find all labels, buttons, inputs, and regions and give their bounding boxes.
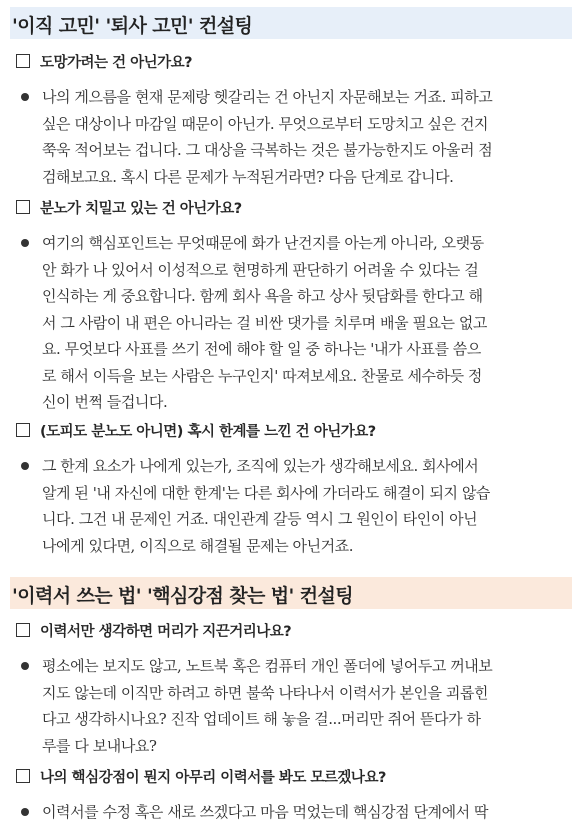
answer-limit bbox=[42, 453, 576, 559]
question-text: 이력서만 생각하면 머리가 지끈거리나요? bbox=[40, 623, 292, 640]
question-escape bbox=[16, 50, 572, 72]
answer-line: 알게 된 '내 자신에 대한 한계'는 다른 회사에 가더라도 해결이 되지 않습 bbox=[42, 483, 490, 502]
section-title-job-change: '이직 고민' '퇴사 고민' 컨설팅 bbox=[10, 7, 572, 39]
answer-line: 다고 생각하시나요? 진작 업데이트 해 놓을 걸...머리만 쥐어 뜯다가 하 bbox=[42, 710, 481, 728]
answer-line: 이력서를 수정 혹은 새로 쓰겠다고 마음 먹었는데 핵심강점 단계에서 딱 bbox=[42, 803, 489, 821]
answer-anger bbox=[42, 230, 576, 416]
answer-escape bbox=[42, 84, 576, 190]
answer-line: 로 해서 이득을 보는 사람은 누구인지' 따져보세요. 찬물로 세수하듯 정 bbox=[42, 366, 482, 385]
answer-line: 쭉욱 적어보는 겁니다. 그 대상을 극복하는 것은 불가능한지도 아울러 점 bbox=[42, 141, 493, 159]
answer-line: 여기의 핵심포인트는 무엇때문에 화가 난건지를 아는게 아니라, 오랫동 bbox=[42, 234, 484, 252]
bullet-icon bbox=[21, 662, 29, 670]
answer-line: 요. 무엇보다 사표를 쓰기 전에 해야 할 일 중 하나는 '내가 사표를 씀으 bbox=[42, 340, 481, 358]
question-core-strength bbox=[16, 765, 572, 787]
answer-line: 니다. 그건 내 문제인 거죠. 대인관계 갈등 역시 그 원인이 타인이 아닌 bbox=[42, 510, 478, 528]
question-text: 도망가려는 건 아닌가요? bbox=[40, 54, 193, 71]
answer-line: 서 그 사람이 내 편은 아니라는 걸 비싼 댓가를 치루며 배울 필요는 없고 bbox=[42, 313, 487, 332]
answer-line: 평소에는 보지도 않고, 노트북 혹은 컴퓨터 개인 폴더에 넣어두고 꺼내보 bbox=[42, 657, 493, 675]
answer-resume-headache bbox=[42, 653, 576, 759]
answer-line: 루를 다 보내나요? bbox=[42, 736, 157, 755]
bullet-icon bbox=[21, 808, 29, 816]
checkbox-icon[interactable] bbox=[16, 200, 30, 214]
question-resume-headache bbox=[16, 619, 572, 641]
checkbox-icon[interactable] bbox=[16, 54, 30, 68]
bullet-icon bbox=[21, 93, 29, 101]
bullet-icon bbox=[21, 239, 29, 247]
answer-line: 신이 번쩍 들겁니다. bbox=[42, 393, 168, 411]
answer-line: 지도 않는데 이직만 하려고 하면 불쑥 나타나서 이력서가 본인을 괴롭힌 bbox=[42, 683, 489, 702]
question-text: 나의 핵심강점이 뭔지 아무리 이력서를 봐도 모르겠나요? bbox=[40, 769, 386, 786]
answer-line: 인식하는 게 중요합니다. 함께 회사 욕을 하고 상사 뒷담화를 한다고 해 bbox=[42, 287, 483, 305]
question-anger bbox=[16, 196, 572, 218]
answer-line: 안 화가 나 있어서 이성적으로 현명하게 판단하기 어려울 수 있다는 걸 bbox=[42, 260, 479, 279]
checkbox-icon[interactable] bbox=[16, 623, 30, 637]
answer-line: 나에게 있다면, 이직으로 해결될 문제는 아닌거죠. bbox=[42, 536, 354, 555]
answer-line: 그 한계 요소가 나에게 있는가, 조직에 있는가 생각해보세요. 회사에서 bbox=[42, 457, 479, 475]
answer-line: 검해보고요. 혹시 다른 문제가 누적된거라면? 다음 단계로 갑니다. bbox=[42, 167, 454, 186]
bullet-icon bbox=[21, 462, 29, 470]
question-text: (도피도 분노도 아니면) 혹시 한계를 느낀 건 아닌가요? bbox=[40, 423, 376, 440]
checkbox-icon[interactable] bbox=[16, 769, 30, 783]
answer-core-strength bbox=[42, 799, 576, 826]
answer-line: 나의 게으름을 현재 문제랑 헷갈리는 건 아닌지 자문해보는 거죠. 피하고 bbox=[42, 88, 493, 106]
checkbox-icon[interactable] bbox=[16, 423, 30, 437]
question-text: 분노가 치밀고 있는 건 아닌가요? bbox=[40, 200, 242, 217]
question-limit bbox=[16, 419, 572, 441]
answer-line: 싶은 대상이나 마감일 때문이 아닌가. 무엇으로부터 도망치고 싶은 건지 bbox=[42, 114, 489, 133]
section-title-resume: '이력서 쓰는 법' '핵심강점 찾는 법' 컨설팅 bbox=[10, 577, 572, 609]
